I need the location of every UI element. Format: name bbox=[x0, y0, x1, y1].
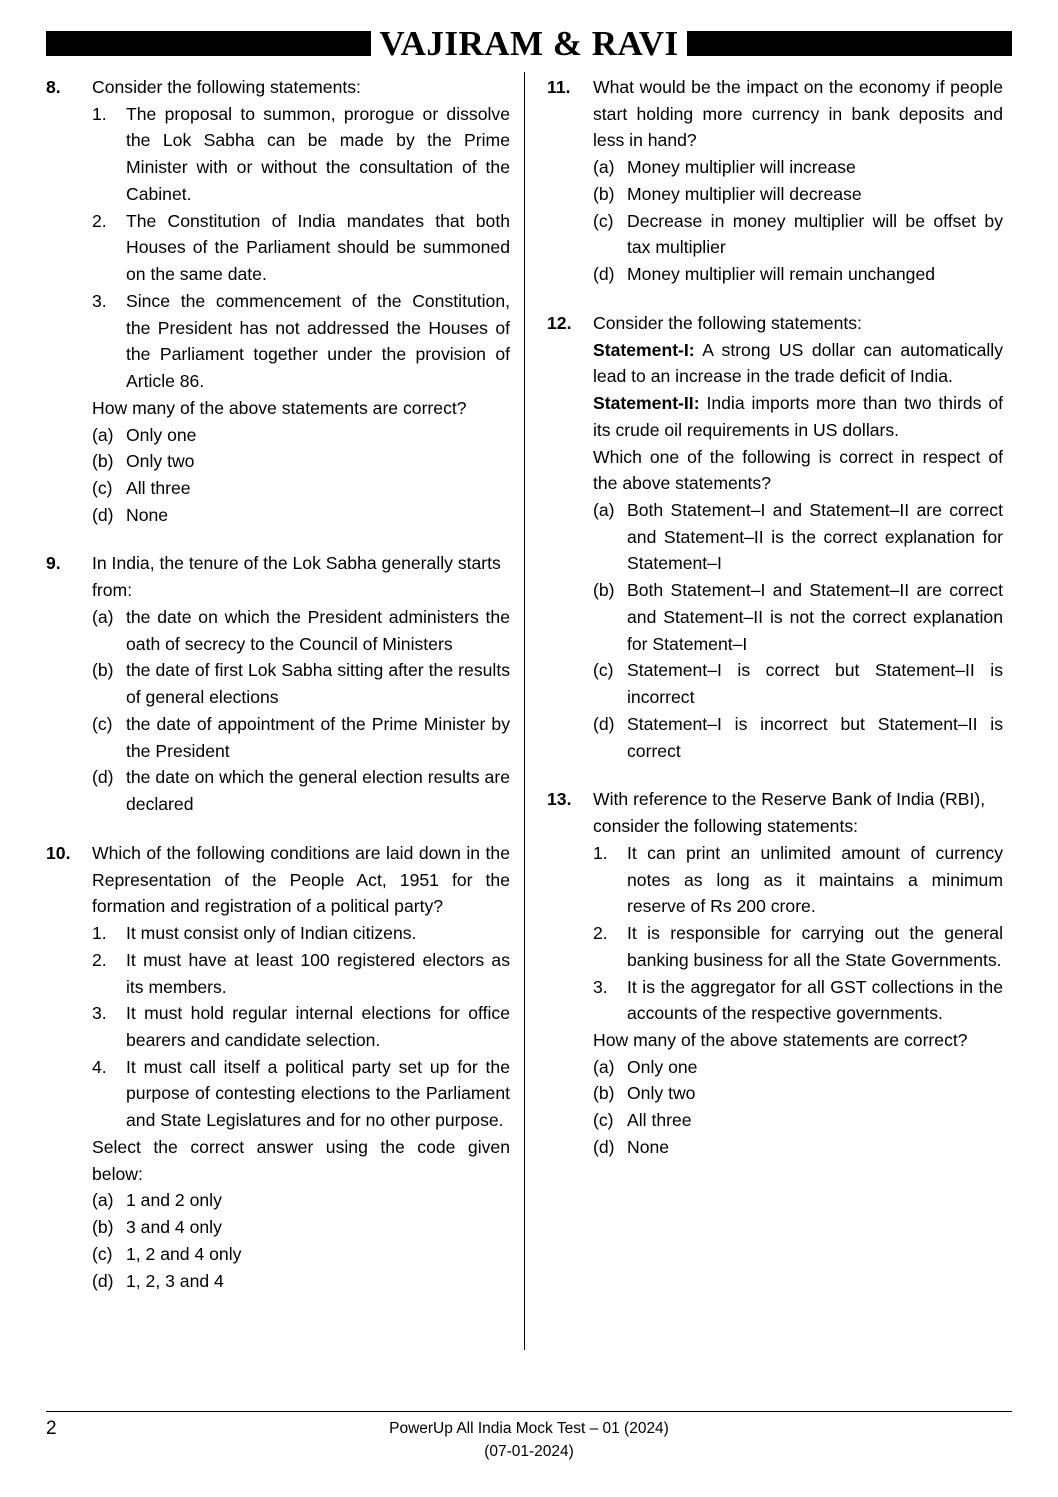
header-bar-right bbox=[687, 31, 1012, 56]
option-text: Both Statement–I and Statement–II are correct and Statement–II is the correct explanation for Statement–I bbox=[627, 500, 1003, 574]
option-marker: (b) bbox=[593, 183, 615, 204]
option-d[interactable] bbox=[593, 261, 1003, 288]
statement-text: It must have at least 100 registered electors as its members. bbox=[126, 949, 510, 997]
option-text: All three bbox=[627, 1110, 692, 1131]
statement-item bbox=[92, 101, 510, 208]
option-a[interactable] bbox=[593, 497, 1003, 577]
option-marker: (a) bbox=[593, 157, 615, 178]
statement-text: It is the aggregator for all GST collections in the accounts of the respective governments. bbox=[627, 976, 1003, 1024]
statement-text: It is responsible for carrying out the general banking business for all the State Governments. bbox=[627, 923, 1003, 970]
statement-text: It must call itself a political party set up for the purpose of contesting elections to the Parliament and State Legislatures and for no other purpose. bbox=[126, 1056, 510, 1131]
option-text: Only two bbox=[126, 451, 195, 472]
option-b[interactable] bbox=[593, 181, 1003, 208]
question-stem: In India, the tenure of the Lok Sabha generally starts from: bbox=[92, 553, 501, 601]
option-text: Money multiplier will decrease bbox=[627, 183, 862, 204]
option-text: Statement–I is incorrect but Statement–II is correct bbox=[627, 713, 1003, 761]
statement-i-label: Statement-I: bbox=[593, 339, 695, 360]
option-text: Only one bbox=[126, 424, 197, 445]
question-11 bbox=[547, 74, 1003, 288]
page-footer bbox=[46, 1411, 1012, 1463]
statement-text: It must hold regular internal elections for office bearers and candidate selection. bbox=[126, 1003, 510, 1050]
option-marker: (a) bbox=[92, 606, 114, 627]
statement-marker: 2. bbox=[593, 923, 608, 944]
option-text: the date on which the general election results are declared bbox=[126, 767, 510, 815]
option-b[interactable] bbox=[593, 1080, 1003, 1107]
option-list bbox=[92, 604, 510, 818]
statement-ii bbox=[593, 390, 1003, 443]
statement-item bbox=[92, 208, 510, 288]
question-stem: What would be the impact on the economy if people start holding more currency in bank deposits and less in hand? bbox=[593, 77, 1003, 151]
option-text: Both Statement–I and Statement–II are correct and Statement–II is not the correct explanation for Statement–I bbox=[627, 580, 1003, 654]
option-text: the date of first Lok Sabha sitting after the results of general elections bbox=[126, 660, 510, 708]
option-b[interactable] bbox=[593, 577, 1003, 657]
question-10 bbox=[46, 840, 510, 1294]
statement-item bbox=[593, 974, 1003, 1027]
header-bar-left bbox=[46, 31, 371, 56]
question-number: 12. bbox=[547, 312, 572, 333]
left-column bbox=[46, 70, 524, 1360]
option-list bbox=[92, 422, 510, 529]
option-text: Money multiplier will remain unchanged bbox=[627, 264, 936, 285]
option-marker: (c) bbox=[92, 713, 113, 734]
option-text: Only one bbox=[627, 1056, 698, 1077]
option-list bbox=[92, 1187, 510, 1294]
option-a[interactable] bbox=[92, 422, 510, 449]
statement-marker: 3. bbox=[593, 976, 608, 997]
statement-i bbox=[593, 337, 1003, 390]
option-marker: (b) bbox=[92, 1217, 114, 1238]
statement-text: It must consist only of Indian citizens. bbox=[126, 923, 417, 944]
option-marker: (b) bbox=[593, 580, 615, 601]
option-b[interactable] bbox=[92, 657, 510, 710]
statement-marker: 4. bbox=[92, 1056, 107, 1077]
option-marker: (c) bbox=[593, 210, 614, 231]
option-text: 3 and 4 only bbox=[126, 1217, 222, 1238]
question-number: 9. bbox=[46, 553, 61, 574]
statement-marker: 3. bbox=[92, 1003, 107, 1024]
page-header bbox=[46, 23, 1012, 63]
statement-list bbox=[92, 101, 510, 395]
option-d[interactable] bbox=[92, 764, 510, 817]
option-a[interactable] bbox=[92, 604, 510, 657]
statement-item bbox=[92, 920, 510, 947]
question-stem: Consider the following statements: bbox=[92, 77, 361, 97]
option-marker: (d) bbox=[92, 767, 114, 788]
option-text: 1, 2 and 4 only bbox=[126, 1243, 242, 1264]
option-marker: (a) bbox=[92, 1190, 114, 1211]
right-column bbox=[525, 70, 1003, 1360]
question-stem: Which of the following conditions are laid down in the Representation of the People Act, 1951 for the formation and registration of a political party? bbox=[92, 842, 510, 917]
option-text: the date on which the President administers the oath of secrecy to the Council of Ministers bbox=[126, 606, 510, 654]
option-list bbox=[593, 154, 1003, 288]
content-columns bbox=[46, 70, 1012, 1360]
question-stem: With reference to the Reserve Bank of India (RBI), consider the following statements: bbox=[593, 789, 986, 837]
option-text: None bbox=[126, 504, 169, 525]
page-number: 2 bbox=[46, 1418, 57, 1440]
statement-marker: 1. bbox=[92, 923, 107, 944]
statement-list bbox=[92, 920, 510, 1134]
question-9 bbox=[46, 550, 510, 817]
option-text: 1, 2, 3 and 4 bbox=[126, 1270, 224, 1291]
brand-title: VAJIRAM & RAVI bbox=[379, 23, 679, 63]
option-list bbox=[593, 497, 1003, 764]
option-a[interactable] bbox=[92, 1187, 510, 1214]
option-text: Decrease in money multiplier will be offset by tax multiplier bbox=[627, 210, 1003, 258]
option-marker: (b) bbox=[92, 660, 114, 681]
question-number: 13. bbox=[547, 789, 572, 810]
question-12 bbox=[547, 310, 1003, 764]
question-tail: Select the correct answer using the code given below: bbox=[92, 1136, 510, 1184]
option-d[interactable] bbox=[593, 711, 1003, 764]
option-marker: (c) bbox=[92, 1243, 113, 1264]
statement-marker: 1. bbox=[593, 842, 608, 863]
option-text: Only two bbox=[627, 1083, 696, 1104]
statement-item bbox=[92, 1054, 510, 1134]
statement-text: Since the commencement of the Constitution, the President has not addressed the Houses of the Parliament together under the provision of Article 86. bbox=[126, 290, 510, 392]
option-d[interactable] bbox=[92, 1268, 510, 1295]
option-c[interactable] bbox=[593, 1107, 1003, 1134]
option-d[interactable] bbox=[92, 502, 510, 529]
statement-ii-text: India imports more than two thirds of its crude oil requirements in US dollars. bbox=[593, 393, 1003, 440]
question-tail: How many of the above statements are correct? bbox=[92, 397, 467, 418]
option-marker: (a) bbox=[593, 500, 615, 521]
option-marker: (d) bbox=[92, 504, 114, 525]
option-marker: (a) bbox=[92, 424, 114, 445]
footer-date: (07-01-2024) bbox=[484, 1442, 574, 1460]
option-a[interactable] bbox=[593, 154, 1003, 181]
option-marker: (c) bbox=[593, 660, 614, 681]
option-c[interactable] bbox=[593, 657, 1003, 710]
statement-text: The Constitution of India mandates that both Houses of the Parliament should be summoned on the same date. bbox=[126, 210, 510, 285]
statement-item bbox=[593, 840, 1003, 920]
question-13 bbox=[547, 786, 1003, 1160]
question-stem: Consider the following statements: bbox=[593, 312, 862, 333]
option-marker: (b) bbox=[593, 1083, 615, 1104]
statement-item bbox=[593, 920, 1003, 973]
question-tail: Which one of the following is correct in respect of the above statements? bbox=[593, 446, 1003, 494]
option-text: 1 and 2 only bbox=[126, 1190, 222, 1211]
footer-test-name: PowerUp All India Mock Test – 01 (2024) bbox=[389, 1420, 669, 1438]
option-list bbox=[593, 1054, 1003, 1161]
option-c[interactable] bbox=[92, 475, 510, 502]
option-b[interactable] bbox=[92, 1214, 510, 1241]
option-marker: (c) bbox=[593, 1110, 614, 1131]
option-text: Money multiplier will increase bbox=[627, 157, 856, 178]
footer-divider bbox=[46, 1411, 1012, 1412]
statement-text: It can print an unlimited amount of currency notes as long as it maintains a minimum reserve of Rs 200 crore. bbox=[627, 842, 1003, 917]
statement-marker: 3. bbox=[92, 290, 107, 311]
option-c[interactable] bbox=[593, 208, 1003, 261]
statement-item bbox=[92, 288, 510, 395]
option-text: Statement–I is correct but Statement–II is incorrect bbox=[627, 660, 1003, 708]
question-number: 11. bbox=[547, 77, 571, 97]
option-a[interactable] bbox=[593, 1054, 1003, 1081]
statement-marker: 1. bbox=[92, 103, 107, 124]
option-marker: (d) bbox=[92, 1270, 114, 1291]
option-text: All three bbox=[126, 478, 191, 499]
option-c[interactable] bbox=[92, 711, 510, 764]
question-number: 8. bbox=[46, 77, 61, 97]
statement-marker: 2. bbox=[92, 210, 107, 231]
statement-marker: 2. bbox=[92, 949, 107, 970]
option-c[interactable] bbox=[92, 1241, 510, 1268]
option-marker: (c) bbox=[92, 478, 113, 499]
statement-item bbox=[92, 1000, 510, 1053]
statement-i-text: A strong US dollar can automatically lead to an increase in the trade deficit of India. bbox=[593, 339, 1004, 387]
option-marker: (a) bbox=[593, 1056, 615, 1077]
option-text: None bbox=[627, 1136, 670, 1157]
option-marker: (d) bbox=[593, 1136, 615, 1157]
statement-item bbox=[92, 947, 510, 1000]
option-text: the date of appointment of the Prime Minister by the President bbox=[126, 713, 510, 761]
question-8 bbox=[46, 74, 510, 528]
option-marker: (d) bbox=[593, 264, 615, 285]
option-marker: (b) bbox=[92, 451, 114, 472]
option-b[interactable] bbox=[92, 448, 510, 475]
option-marker: (d) bbox=[593, 713, 615, 734]
statement-ii-label: Statement-II: bbox=[593, 393, 700, 414]
question-tail: How many of the above statements are correct? bbox=[593, 1029, 968, 1050]
statement-text: The proposal to summon, prorogue or dissolve the Lok Sabha can be made by the Prime Minister with or without the consultation of the Cabinet. bbox=[126, 103, 510, 204]
statement-list bbox=[593, 840, 1003, 1027]
question-number: 10. bbox=[46, 842, 71, 863]
option-d[interactable] bbox=[593, 1134, 1003, 1161]
